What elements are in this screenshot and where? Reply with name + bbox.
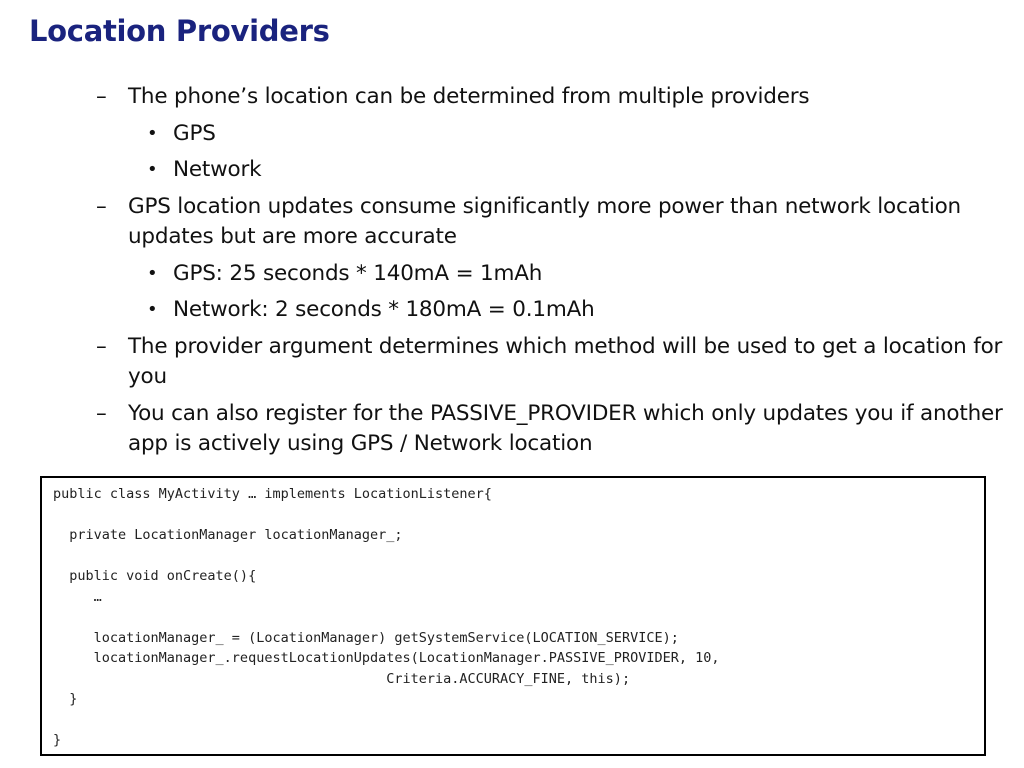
bullet-list [0, 82, 1024, 460]
dot-marker: • [147, 122, 158, 144]
code-line: … [53, 588, 102, 605]
bullet-text: The phone’s location can be determined from multiple providers [128, 84, 810, 109]
dash-marker: – [96, 400, 107, 426]
code-line: public class MyActivity … implements LocationListener{ [53, 486, 492, 502]
code-line: Criteria.ACCURACY_FINE, this); [53, 670, 631, 687]
dot-marker: • [147, 299, 158, 320]
sub-bullet-gps-power [0, 259, 1024, 290]
sub-bullet-text: GPS: 25 seconds * 140mA = 1mAh [173, 260, 543, 286]
code-line: public void onCreate(){ [53, 568, 257, 584]
dash-marker: – [96, 193, 107, 219]
sub-bullet-network-power [0, 295, 1024, 326]
bullet-text: The provider argument determines which method will be used to get a location for you [128, 333, 1003, 389]
bullet-providers [0, 82, 1024, 113]
code-line: locationManager_ = (LocationManager) getSystemService(LOCATION_SERVICE); [53, 629, 679, 646]
sub-bullet-gps [0, 119, 1024, 150]
dot-marker: • [147, 262, 158, 284]
sub-bullet-network [0, 155, 1024, 186]
code-line: private LocationManager locationManager_; [53, 527, 403, 543]
code-line [53, 505, 984, 526]
code-line [53, 607, 984, 628]
code-line [53, 710, 984, 731]
bullet-power [0, 192, 1024, 253]
bullet-text: You can also register for the PASSIVE_PROVIDER which only updates you if another app is actively using GPS / Network location [128, 400, 1003, 456]
dash-marker: – [96, 333, 107, 359]
slide-title: Location Providers [29, 14, 330, 48]
bullet-text: GPS location updates consume significantly more power than network location updates but are more accurate [128, 193, 961, 249]
bullet-passive-provider [0, 399, 1024, 460]
sub-bullet-text: Network: 2 seconds * 180mA = 0.1mAh [173, 297, 595, 322]
code-box [40, 476, 986, 756]
dot-marker: • [147, 159, 158, 180]
sub-bullet-text: GPS [173, 120, 216, 146]
code-line [53, 546, 984, 567]
code-line: locationManager_.requestLocationUpdates(LocationManager.PASSIVE_PROVIDER, 10, [53, 650, 720, 666]
dash-marker: – [96, 84, 107, 109]
code-line: } [53, 732, 62, 748]
bullet-provider-argument [0, 332, 1024, 393]
sub-bullet-text: Network [173, 157, 262, 182]
code-line: } [53, 691, 78, 707]
